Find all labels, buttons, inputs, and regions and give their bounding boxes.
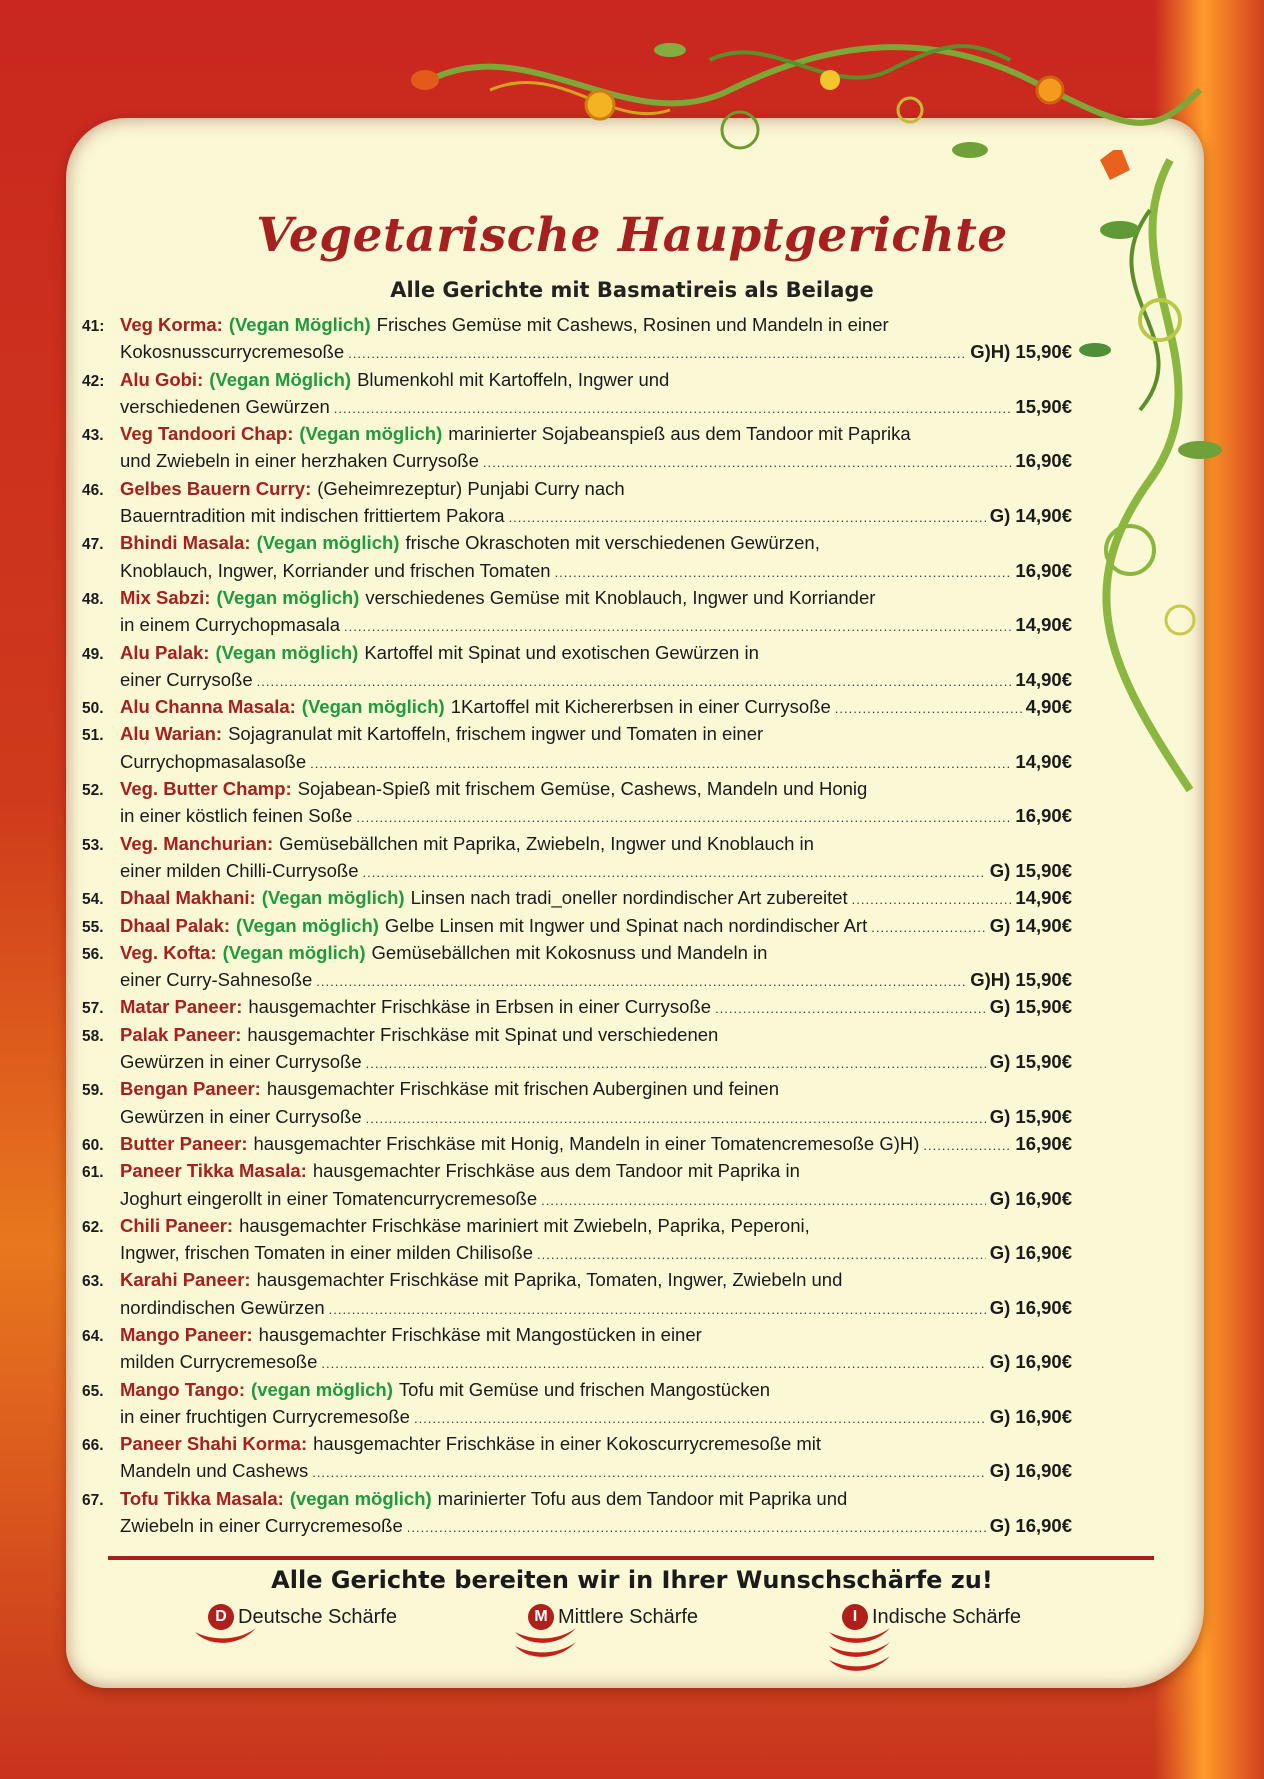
item-price: G)H) 15,90€	[970, 969, 1072, 991]
item-name: Tofu Tikka Masala:	[120, 1487, 284, 1509]
dot-leader	[316, 974, 966, 989]
item-price: G) 16,90€	[989, 1460, 1072, 1482]
item-name: Mango Tango:	[120, 1378, 246, 1400]
menu-item-continued	[82, 860, 1072, 887]
dot-leader	[310, 756, 1011, 771]
dot-leader	[407, 1520, 986, 1535]
menu-item	[82, 478, 1072, 505]
vegan-note: (Vegan möglich)	[216, 586, 360, 608]
item-description: milden Currycremesoße	[120, 1351, 318, 1373]
item-price: G) 16,90€	[989, 1405, 1072, 1427]
item-description: hausgemachter Frischkäse aus dem Tandoor mit Paprika in	[312, 1160, 800, 1182]
item-description: hausgemachter Frischkäse mit Mangostücken in einer	[258, 1323, 702, 1345]
spice-badge: M	[528, 1604, 554, 1630]
spice-note: Alle Gerichte bereiten wir in Ihrer Wunschschärfe zu!	[271, 1566, 993, 1594]
page-title: Vegetarische Hauptgerichte	[256, 208, 1008, 263]
menu-item-continued	[82, 1188, 1072, 1215]
item-price: 14,90€	[1015, 614, 1072, 636]
item-number: 48.	[82, 590, 104, 608]
spice-label: Mittlere Schärfe	[558, 1605, 699, 1628]
item-number: 60.	[82, 1136, 104, 1154]
dot-leader	[363, 865, 986, 880]
item-number: 42:	[82, 372, 105, 390]
menu-item	[82, 778, 1072, 805]
vegan-note: (Vegan möglich)	[261, 887, 405, 909]
item-price: 16,90€	[1015, 559, 1072, 581]
item-description: in einem Currychopmasala	[120, 614, 341, 636]
item-number: 53.	[82, 836, 104, 854]
menu-item-continued	[82, 1351, 1072, 1378]
item-description: Tofu mit Gemüse und frischen Mangostücken	[398, 1378, 771, 1400]
vegan-note: (Vegan möglich)	[299, 423, 443, 445]
menu-item-continued	[82, 1515, 1072, 1542]
item-number: 57.	[82, 1000, 104, 1018]
item-number: 67.	[82, 1491, 104, 1509]
menu-item	[82, 887, 1072, 914]
item-price: G) 14,90€	[989, 505, 1072, 527]
item-description: marinierter Tofu aus dem Tandoor mit Paprika und	[437, 1487, 848, 1509]
item-name: Veg. Butter Champ:	[120, 778, 292, 800]
item-number: 41:	[82, 318, 105, 335]
vegan-note: (Vegan möglich)	[301, 696, 445, 718]
item-number: 50.	[82, 700, 104, 718]
spice-badge: D	[208, 1604, 234, 1630]
menu-item	[82, 1379, 1072, 1406]
item-description: Blumenkohl mit Kartoffeln, Ingwer und	[357, 368, 670, 390]
item-number: 64.	[82, 1327, 104, 1345]
menu-item	[82, 1324, 1072, 1351]
spice-label: Indische Schärfe	[872, 1605, 1021, 1628]
item-description: Sojagranulat mit Kartoffeln, frischem ingwer und Tomaten in einer	[228, 723, 764, 745]
menu-item-continued	[82, 969, 1072, 996]
menu-item	[82, 1433, 1072, 1460]
menu-item-continued	[82, 614, 1072, 641]
item-description: Currychopmasalasoße	[120, 750, 307, 772]
item-number: 56.	[82, 945, 104, 963]
dot-leader	[555, 565, 1012, 580]
dot-leader	[329, 1302, 986, 1317]
item-description: (Geheimrezeptur) Punjabi Curry nach	[317, 477, 625, 499]
item-number: 65.	[82, 1382, 104, 1400]
spice-label: Deutsche Schärfe	[238, 1605, 397, 1628]
item-number: 47.	[82, 536, 104, 554]
item-number: 58.	[82, 1027, 104, 1045]
page-subtitle: Alle Gerichte mit Basmatireis als Beilage	[390, 278, 874, 302]
vegan-note: (Vegan möglich)	[256, 532, 400, 554]
menu-item	[82, 532, 1072, 559]
item-description: und Zwiebeln in einer herzhaken Currysoße	[120, 450, 479, 472]
dot-leader	[366, 1056, 986, 1071]
menu-list	[82, 314, 1072, 1542]
item-name: Mix Sabzi:	[120, 586, 211, 608]
menu-item	[82, 1215, 1072, 1242]
item-description: Kartoffel mit Spinat und exotischen Gewürzen in	[364, 641, 759, 663]
menu-item	[82, 314, 1072, 341]
dot-leader	[348, 346, 966, 361]
item-number: 49.	[82, 645, 104, 663]
dot-leader	[366, 1111, 986, 1126]
item-name: Bengan Paneer:	[120, 1078, 261, 1100]
menu-item-continued	[82, 669, 1072, 696]
item-number: 54.	[82, 891, 104, 909]
menu-item	[82, 1024, 1072, 1051]
menu-item	[82, 1488, 1072, 1515]
menu-item-continued	[82, 1106, 1072, 1133]
dot-leader	[334, 401, 1012, 416]
item-name: Dhaal Palak:	[120, 914, 231, 936]
item-description: Gemüsebällchen mit Kokosnuss und Mandeln in	[371, 941, 768, 963]
item-description: Ingwer, frischen Tomaten in einer milden Chilisoße	[120, 1242, 534, 1264]
menu-item-continued	[82, 1297, 1072, 1324]
item-description: Linsen nach tradi_oneller nordindischer Art zubereitet	[410, 887, 848, 909]
item-price: G) 16,90€	[989, 1242, 1072, 1264]
item-price: G) 16,90€	[989, 1296, 1072, 1318]
spice-level-hot	[842, 1604, 1021, 1630]
item-number: 66.	[82, 1437, 104, 1455]
item-description: Gemüsebällchen mit Paprika, Zwiebeln, Ingwer und Knoblauch in	[279, 832, 814, 854]
menu-item	[82, 915, 1072, 942]
dot-leader	[483, 455, 1012, 470]
item-description: Sojabean-Spieß mit frischem Gemüse, Cashews, Mandeln und Honig	[297, 778, 868, 800]
item-price: 16,90€	[1015, 1132, 1072, 1154]
item-price: 14,90€	[1015, 668, 1072, 690]
item-name: Palak Paneer:	[120, 1023, 242, 1045]
menu-item-continued	[82, 505, 1072, 532]
item-description: hausgemachter Frischkäse mit Spinat und verschiedenen	[247, 1023, 719, 1045]
vegan-note: (Vegan Möglich)	[209, 368, 352, 390]
menu-item	[82, 1160, 1072, 1187]
item-description: marinierter Sojabeanspieß aus dem Tandoor mit Paprika	[448, 423, 911, 445]
item-description: verschiedenes Gemüse mit Knoblauch, Ingwer und Korriander	[365, 586, 876, 608]
menu-item-continued	[82, 396, 1072, 423]
spice-level-medium	[528, 1604, 698, 1630]
vegan-note: (Vegan möglich)	[222, 941, 366, 963]
dot-leader	[509, 510, 986, 525]
menu-item-continued	[82, 751, 1072, 778]
dot-leader	[835, 701, 1022, 716]
menu-item	[82, 723, 1072, 750]
menu-item	[82, 833, 1072, 860]
item-price: G) 15,90€	[989, 859, 1072, 881]
dot-leader	[321, 1356, 985, 1371]
item-price: G) 15,90€	[989, 1051, 1072, 1073]
item-price: G) 15,90€	[989, 996, 1072, 1018]
item-description: 1Kartoffel mit Kichererbsen in einer Currysoße	[450, 696, 831, 718]
item-description: einer Currysoße	[120, 668, 253, 690]
item-name: Butter Paneer:	[120, 1132, 248, 1154]
item-number: 62.	[82, 1218, 104, 1236]
menu-item	[82, 996, 1072, 1023]
item-description: Bauerntradition mit indischen frittiertem Pakora	[120, 505, 505, 527]
item-name: Paneer Shahi Korma:	[120, 1433, 308, 1455]
item-name: Alu Palak:	[120, 641, 210, 663]
dot-leader	[344, 619, 1011, 634]
item-price: 15,90€	[1015, 395, 1072, 417]
item-number: 61.	[82, 1164, 104, 1182]
item-name: Alu Gobi:	[120, 368, 204, 390]
item-name: Alu Warian:	[120, 723, 223, 745]
item-price: G) 16,90€	[989, 1351, 1072, 1373]
item-name: Mango Paneer:	[120, 1323, 253, 1345]
menu-item	[82, 696, 1072, 723]
item-description: Mandeln und Cashews	[120, 1460, 309, 1482]
item-price: 4,90€	[1025, 696, 1072, 718]
item-number: 51.	[82, 727, 104, 745]
menu-item	[82, 423, 1072, 450]
menu-item-continued	[82, 560, 1072, 587]
vegan-note: (Vegan Möglich)	[228, 314, 371, 335]
item-number: 63.	[82, 1273, 104, 1291]
item-description: Zwiebeln in einer Currycremesoße	[120, 1515, 403, 1537]
menu-item	[82, 942, 1072, 969]
menu-item	[82, 642, 1072, 669]
item-description: Frisches Gemüse mit Cashews, Rosinen und Mandeln in einer	[376, 314, 889, 335]
vegan-note: (vegan möglich)	[289, 1487, 432, 1509]
item-price: 14,90€	[1015, 887, 1072, 909]
item-description: Gelbe Linsen mit Ingwer und Spinat nach nordindischer Art	[384, 914, 868, 936]
menu-item-continued	[82, 450, 1072, 477]
item-description: hausgemachter Frischkäse mariniert mit Zwiebeln, Paprika, Peperoni,	[239, 1214, 810, 1236]
item-price: 14,90€	[1015, 750, 1072, 772]
dot-leader	[541, 1193, 986, 1208]
menu-item-continued	[82, 1051, 1072, 1078]
spice-level-mild	[208, 1604, 397, 1630]
spice-badge: I	[842, 1604, 868, 1630]
item-description: frische Okraschoten mit verschiedenen Gewürzen,	[405, 532, 820, 554]
dot-leader	[923, 1138, 1011, 1153]
dot-leader	[715, 1001, 986, 1016]
menu-item	[82, 587, 1072, 614]
item-name: Veg Tandoori Chap:	[120, 423, 294, 445]
item-name: Matar Paneer:	[120, 996, 243, 1018]
item-price: G) 16,90€	[989, 1515, 1072, 1537]
item-name: Gelbes Bauern Curry:	[120, 477, 312, 499]
item-number: 55.	[82, 918, 104, 936]
divider	[108, 1556, 1154, 1560]
dot-leader	[852, 892, 1012, 907]
item-description: hausgemachter Frischkäse mit frischen Auberginen und feinen	[266, 1078, 779, 1100]
item-number: 52.	[82, 782, 104, 800]
menu-item	[82, 369, 1072, 396]
item-number: 43.	[82, 427, 104, 445]
menu-item	[82, 1133, 1072, 1160]
item-description: Joghurt eingerollt in einer Tomatencurrycremesoße	[120, 1187, 538, 1209]
item-name: Veg. Kofta:	[120, 941, 217, 963]
item-description: hausgemachter Frischkäse in einer Kokoscurrycremesoße mit	[313, 1433, 822, 1455]
menu-item-continued	[82, 1460, 1072, 1487]
item-description: hausgemachter Frischkäse in Erbsen in einer Currysoße	[248, 996, 712, 1018]
item-description: hausgemachter Frischkäse mit Paprika, Tomaten, Ingwer, Zwiebeln und	[256, 1269, 843, 1291]
menu-item-continued	[82, 1242, 1072, 1269]
item-price: 16,90€	[1015, 450, 1072, 472]
item-description: Gewürzen in einer Currysoße	[120, 1051, 362, 1073]
dot-leader	[414, 1411, 986, 1426]
menu-item	[82, 1078, 1072, 1105]
item-description: nordindischen Gewürzen	[120, 1296, 325, 1318]
item-description: hausgemachter Frischkäse mit Honig, Mandeln in einer Tomatencremesoße G)H)	[253, 1132, 920, 1154]
dot-leader	[312, 1465, 986, 1480]
item-price: G) 14,90€	[989, 914, 1072, 936]
item-name: Veg Korma:	[120, 314, 223, 335]
vegan-note: (vegan möglich)	[251, 1378, 393, 1400]
item-name: Paneer Tikka Masala:	[120, 1160, 307, 1182]
vegan-note: (Vegan möglich)	[215, 641, 359, 663]
item-name: Veg. Manchurian:	[120, 832, 274, 854]
vegan-note: (Vegan möglich)	[236, 914, 379, 936]
item-description: verschiedenen Gewürzen	[120, 395, 330, 417]
item-name: Dhaal Makhani:	[120, 887, 256, 909]
menu-item-continued	[82, 341, 1072, 368]
dot-leader	[871, 920, 985, 935]
item-price: G) 15,90€	[989, 1105, 1072, 1127]
item-description: Knoblauch, Ingwer, Korriander und frischen Tomaten	[120, 559, 551, 581]
item-description: Kokosnusscurrycremesoße	[120, 341, 345, 363]
item-price: G) 16,90€	[989, 1187, 1072, 1209]
dot-leader	[257, 674, 1012, 689]
item-number: 59.	[82, 1082, 104, 1100]
menu-item	[82, 1269, 1072, 1296]
item-description: einer milden Chilli-Currysoße	[120, 859, 359, 881]
item-description: in einer fruchtigen Currycremesoße	[120, 1405, 410, 1427]
item-name: Bhindi Masala:	[120, 532, 251, 554]
item-name: Karahi Paneer:	[120, 1269, 251, 1291]
item-price: 16,90€	[1015, 805, 1072, 827]
dot-leader	[537, 1247, 986, 1262]
item-price: G)H) 15,90€	[970, 341, 1072, 363]
menu-item-continued	[82, 1406, 1072, 1433]
dot-leader	[356, 810, 1011, 825]
item-name: Alu Channa Masala:	[120, 696, 296, 718]
item-description: Gewürzen in einer Currysoße	[120, 1105, 362, 1127]
item-description: einer Curry-Sahnesoße	[120, 969, 313, 991]
item-name: Chili Paneer:	[120, 1214, 234, 1236]
item-description: in einer köstlich feinen Soße	[120, 805, 353, 827]
menu-item-continued	[82, 805, 1072, 832]
item-number: 46.	[82, 481, 104, 499]
